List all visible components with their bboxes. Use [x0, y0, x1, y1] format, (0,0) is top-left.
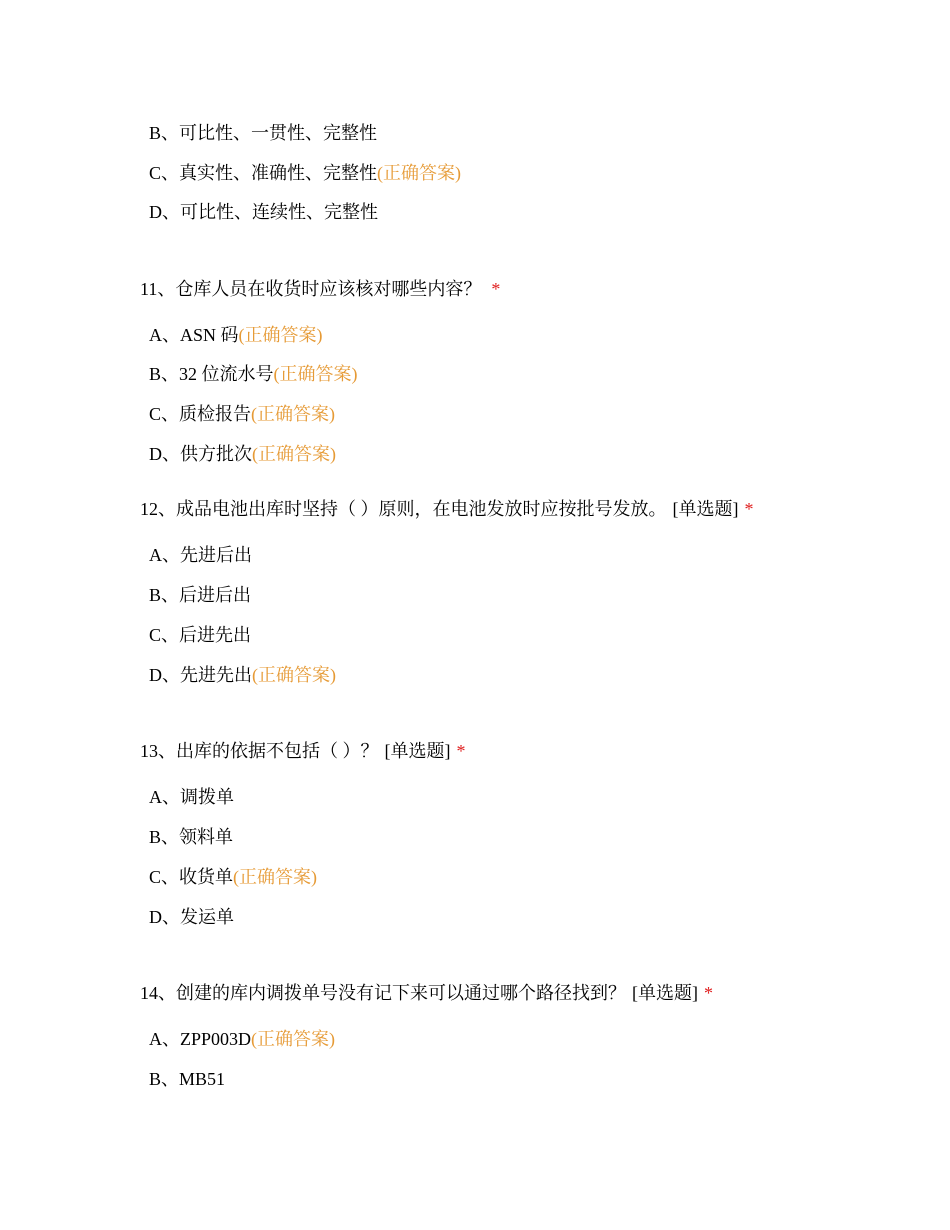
correct-answer-label: (正确答案)	[233, 867, 318, 887]
option-q10-d	[149, 200, 378, 224]
option-q12-a	[149, 543, 252, 567]
option-text: A、ASN 码	[149, 325, 239, 345]
option-q12-b	[149, 583, 251, 607]
option-text: B、MB51	[149, 1069, 226, 1089]
question-text: 14、创建的库内调拨单号没有记下来可以通过哪个路径找到？	[140, 983, 626, 1003]
correct-answer-label: (正确答案)	[273, 364, 358, 384]
option-text: A、先进后出	[149, 545, 252, 565]
option-q13-a	[149, 785, 234, 809]
required-marker: *	[491, 279, 501, 299]
option-text: D、供方批次	[149, 444, 252, 464]
question-title-13	[140, 739, 466, 763]
question-title-14	[140, 981, 713, 1005]
correct-answer-label: (正确答案)	[252, 444, 336, 464]
option-q13-d	[149, 905, 234, 929]
question-title-11	[140, 277, 500, 301]
option-q11-b	[149, 362, 358, 386]
option-q11-a	[149, 323, 323, 347]
required-marker: *	[704, 983, 713, 1003]
option-q12-d	[149, 663, 336, 687]
question-type-label: [单选题]	[632, 983, 698, 1003]
required-marker: *	[744, 499, 754, 519]
question-type-label: [单选题]	[672, 499, 739, 519]
correct-answer-label: (正确答案)	[251, 404, 336, 424]
option-text: D、发运单	[149, 907, 234, 927]
option-q14-b	[149, 1067, 225, 1091]
question-text: 12、成品电池出库时坚持（ ）原则，在电池发放时应按批号发放。	[140, 499, 667, 519]
option-q10-c	[149, 161, 461, 185]
correct-answer-label: (正确答案)	[377, 163, 462, 183]
option-q13-c	[149, 865, 317, 889]
option-text: A、调拨单	[149, 787, 234, 807]
question-text: 13、出库的依据不包括（ ）？	[140, 741, 379, 761]
option-q14-a	[149, 1027, 335, 1051]
option-text: D、先进先出	[149, 665, 252, 685]
option-text: B、后进后出	[149, 585, 252, 605]
option-text: C、后进先出	[149, 625, 252, 645]
correct-answer-label: (正确答案)	[252, 665, 336, 685]
option-q11-c	[149, 402, 335, 426]
option-q13-b	[149, 825, 233, 849]
option-text: B、领料单	[149, 827, 234, 847]
option-text: C、质检报告	[149, 404, 252, 424]
option-q12-c	[149, 623, 251, 647]
option-text: C、真实性、准确性、完整性	[149, 163, 378, 183]
option-text: A、ZPP003D	[149, 1029, 252, 1049]
option-text: B、可比性、一贯性、完整性	[149, 123, 378, 143]
option-q11-d	[149, 442, 336, 466]
option-text: B、32 位流水号	[149, 364, 274, 384]
question-text: 11、仓库人员在收货时应该核对哪些内容？	[140, 279, 482, 299]
question-type-label: [单选题]	[384, 741, 451, 761]
option-q10-b	[149, 121, 377, 145]
option-text: C、收货单	[149, 867, 234, 887]
question-title-12	[140, 497, 754, 521]
correct-answer-label: (正确答案)	[251, 1029, 336, 1049]
required-marker: *	[456, 741, 466, 761]
correct-answer-label: (正确答案)	[238, 325, 323, 345]
option-text: D、可比性、连续性、完整性	[149, 202, 378, 222]
